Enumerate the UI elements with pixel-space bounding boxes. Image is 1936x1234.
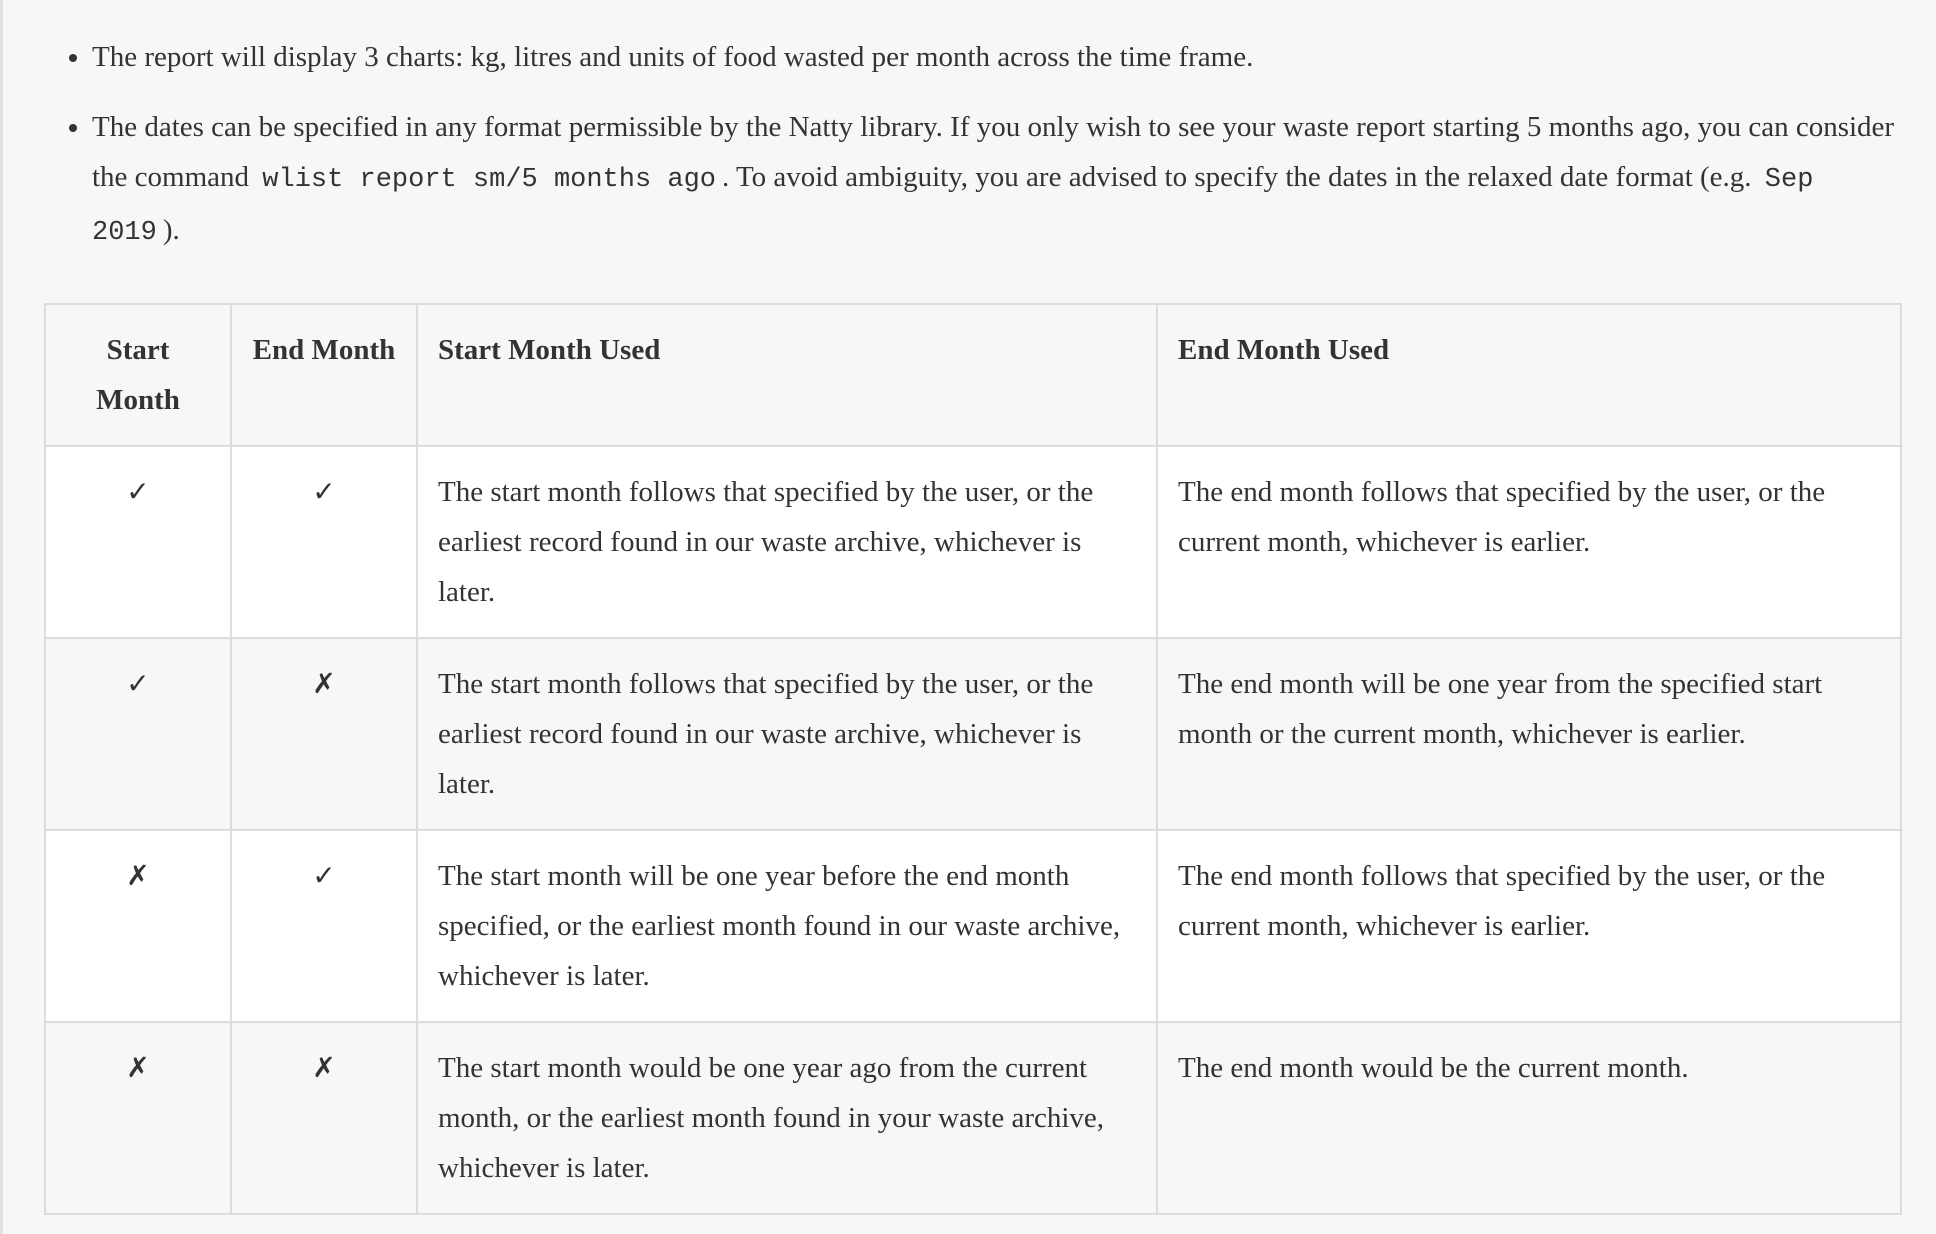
end-month-used-cell: The end month would be the current month. [1157, 1022, 1901, 1214]
end-month-mark: ✓ [231, 446, 417, 638]
start-month-used-cell: The start month follows that specified by the user, or the earliest record found in our waste archive, whichever is later. [417, 446, 1157, 638]
bullet-text-part: The dates can be specified in any format permissible by the Natty library. If you only wish to see your waste report starting 5 months ago, you can consider the command [92, 111, 1895, 193]
inline-code-command: wlist report sm/5 months ago [262, 165, 716, 195]
start-month-used-cell: The start month would be one year ago from the current month, or the earliest month found in your waste archive, whichever is later. [417, 1022, 1157, 1214]
end-month-mark: ✓ [231, 830, 417, 1022]
header-end-month: End Month [231, 304, 417, 446]
bullet-item-charts [92, 32, 1900, 82]
date-rules-table [44, 303, 1902, 1215]
document-content [44, 32, 1900, 1215]
start-month-mark: ✗ [45, 1022, 231, 1214]
table-row [45, 1022, 1901, 1214]
table-row [45, 830, 1901, 1022]
bullet-item-date-format [92, 102, 1900, 258]
table-header-row [45, 304, 1901, 446]
end-month-mark: ✗ [231, 638, 417, 830]
end-month-used-cell: The end month follows that specified by the user, or the current month, whichever is earlier. [1157, 446, 1901, 638]
end-month-used-cell: The end month follows that specified by the user, or the current month, whichever is earlier. [1157, 830, 1901, 1022]
end-month-mark: ✗ [231, 1022, 417, 1214]
table-row [45, 446, 1901, 638]
start-month-used-cell: The start month will be one year before the end month specified, or the earliest month found in our waste archive, whichever is later. [417, 830, 1157, 1022]
start-month-mark: ✓ [45, 638, 231, 830]
bullet-text-part: . To avoid ambiguity, you are advised to specify the dates in the relaxed date format (e.g. [721, 161, 1752, 193]
start-month-mark: ✗ [45, 830, 231, 1022]
inline-code-date: Sep 2019 [92, 165, 1814, 248]
bullet-text: The report will display 3 charts: kg, litres and units of food wasted per month across the time frame. [92, 41, 1254, 73]
page-left-border [0, 0, 3, 1234]
header-start-month-used: Start Month Used [417, 304, 1157, 446]
bullet-text-part: ). [162, 214, 180, 246]
start-month-used-cell: The start month follows that specified by the user, or the earliest record found in our waste archive, whichever is later. [417, 638, 1157, 830]
header-end-month-used: End Month Used [1157, 304, 1901, 446]
table-row [45, 638, 1901, 830]
header-start-month: Start Month [45, 304, 231, 446]
start-month-mark: ✓ [45, 446, 231, 638]
end-month-used-cell: The end month will be one year from the specified start month or the current month, whichever is earlier. [1157, 638, 1901, 830]
bullet-list [44, 32, 1900, 258]
